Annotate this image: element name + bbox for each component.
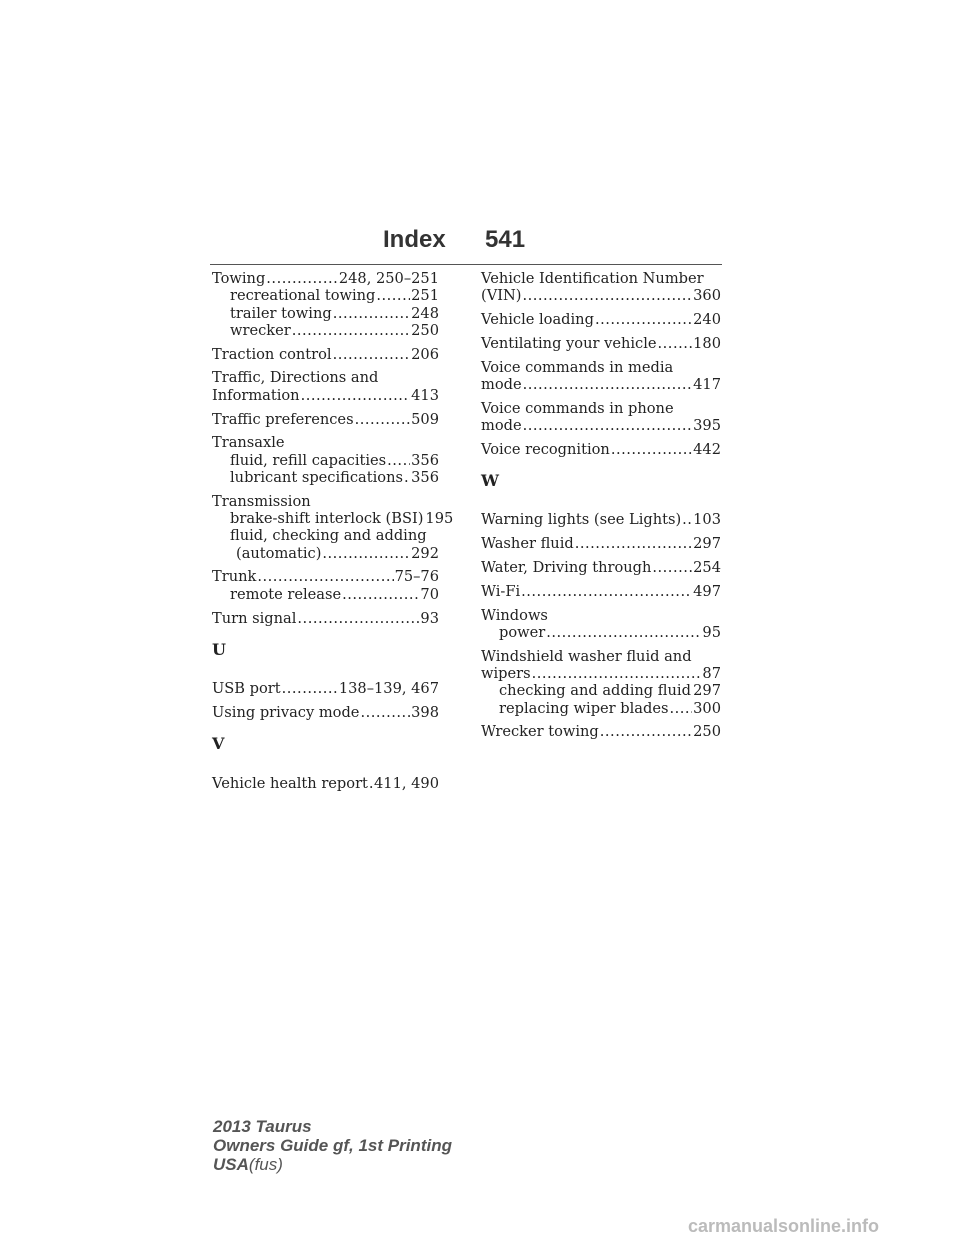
sub-entry: wrecker ..... 250 (212, 322, 439, 339)
index-entry-voice-recognition: Voice recognition ..... 442 (481, 441, 721, 458)
index-entry-water-driving: Water, Driving through ..... 254 (481, 559, 721, 576)
section-title: Index (383, 226, 446, 253)
letter-heading-w: W (481, 471, 499, 491)
footer-model: 2013 Taurus (213, 1117, 312, 1136)
index-column-right (481, 270, 721, 747)
watermark: carmanualsonline.info (688, 1216, 880, 1236)
index-entry-voice-phone: Voice commands in phone mode ..... 395 (481, 400, 721, 435)
footer-guide: Owners Guide gf, 1st Printing (213, 1136, 452, 1155)
index-entry-vehicle-health: Vehicle health report ..... 411, 490 (212, 775, 439, 792)
footer-region: USA(fus) (213, 1155, 283, 1174)
index-entry-privacy-mode: Using privacy mode ..... 398 (212, 704, 439, 721)
index-entry-transaxle: Transaxle fluid, refill capacities ..... 356 lubricant specifications ..... 356 (212, 434, 439, 486)
sub-entry: checking and adding fluid ..... 297 (481, 682, 721, 699)
index-entry-voice-media: Voice commands in media mode ..... 417 (481, 359, 721, 394)
index-column-left (212, 270, 454, 798)
sub-entry: trailer towing ..... 248 (212, 305, 439, 322)
page-header (210, 224, 722, 265)
index-entry-vehicle-loading: Vehicle loading ..... 240 (481, 311, 721, 328)
index-entry-windshield: Windshield washer fluid and wipers ..... 87 checking and adding fluid ..... 297 replacing wiper blades ..... 300 (481, 648, 721, 717)
index-entry-towing: Towing ..... 248, 250–251 recreational towing ..... 251 trailer towing ..... 248 wrecker ..... 250 (212, 270, 439, 339)
index-entry-washer-fluid: Washer fluid ..... 297 (481, 535, 721, 552)
index-entry-windows: Windows power ..... 95 (481, 607, 721, 642)
index-entry-warning-lights: Warning lights (see Lights) ..... 103 (481, 511, 721, 528)
index-entry-turn-signal: Turn signal ..... 93 (212, 610, 439, 627)
sub-entry: remote release ..... 70 (212, 586, 439, 603)
print-footer (213, 1117, 452, 1174)
index-entry-trunk: Trunk ..... 75–76 remote release ..... 70 (212, 568, 439, 603)
sub-entry: (automatic) ..... 292 (212, 545, 439, 562)
sub-entry: fluid, refill capacities ..... 356 (212, 452, 439, 469)
index-entry-traction-control: Traction control ..... 206 (212, 346, 439, 363)
index-entry-wifi: Wi-Fi ..... 497 (481, 583, 721, 600)
sub-entry: replacing wiper blades ..... 300 (481, 700, 721, 717)
letter-heading-u: U (212, 639, 226, 659)
page-number: 541 (485, 226, 526, 253)
sub-entry: lubricant specifications ..... 356 (212, 469, 439, 486)
index-entry-usb-port: USB port ..... 138–139, 467 (212, 680, 439, 697)
sub-entry: power ..... 95 (481, 624, 721, 641)
index-entry-wrecker-towing: Wrecker towing ..... 250 (481, 723, 721, 740)
letter-heading-v: V (212, 734, 225, 754)
index-entry-vin: Vehicle Identification Number (VIN) ..... 360 (481, 270, 721, 305)
index-entry-transmission: Transmission brake-shift interlock (BSI) 195 fluid, checking and adding (automatic) ..... 292 (212, 493, 439, 562)
index-entry-traffic-preferences: Traffic preferences ..... 509 (212, 411, 439, 428)
index-entry-ventilating: Ventilating your vehicle ..... 180 (481, 335, 721, 352)
sub-entry: brake-shift interlock (BSI) 195 (230, 510, 454, 528)
sub-entry: recreational towing ..... 251 (212, 287, 439, 304)
index-entry-traffic-directions: Traffic, Directions and Information ..... 413 (212, 369, 439, 404)
